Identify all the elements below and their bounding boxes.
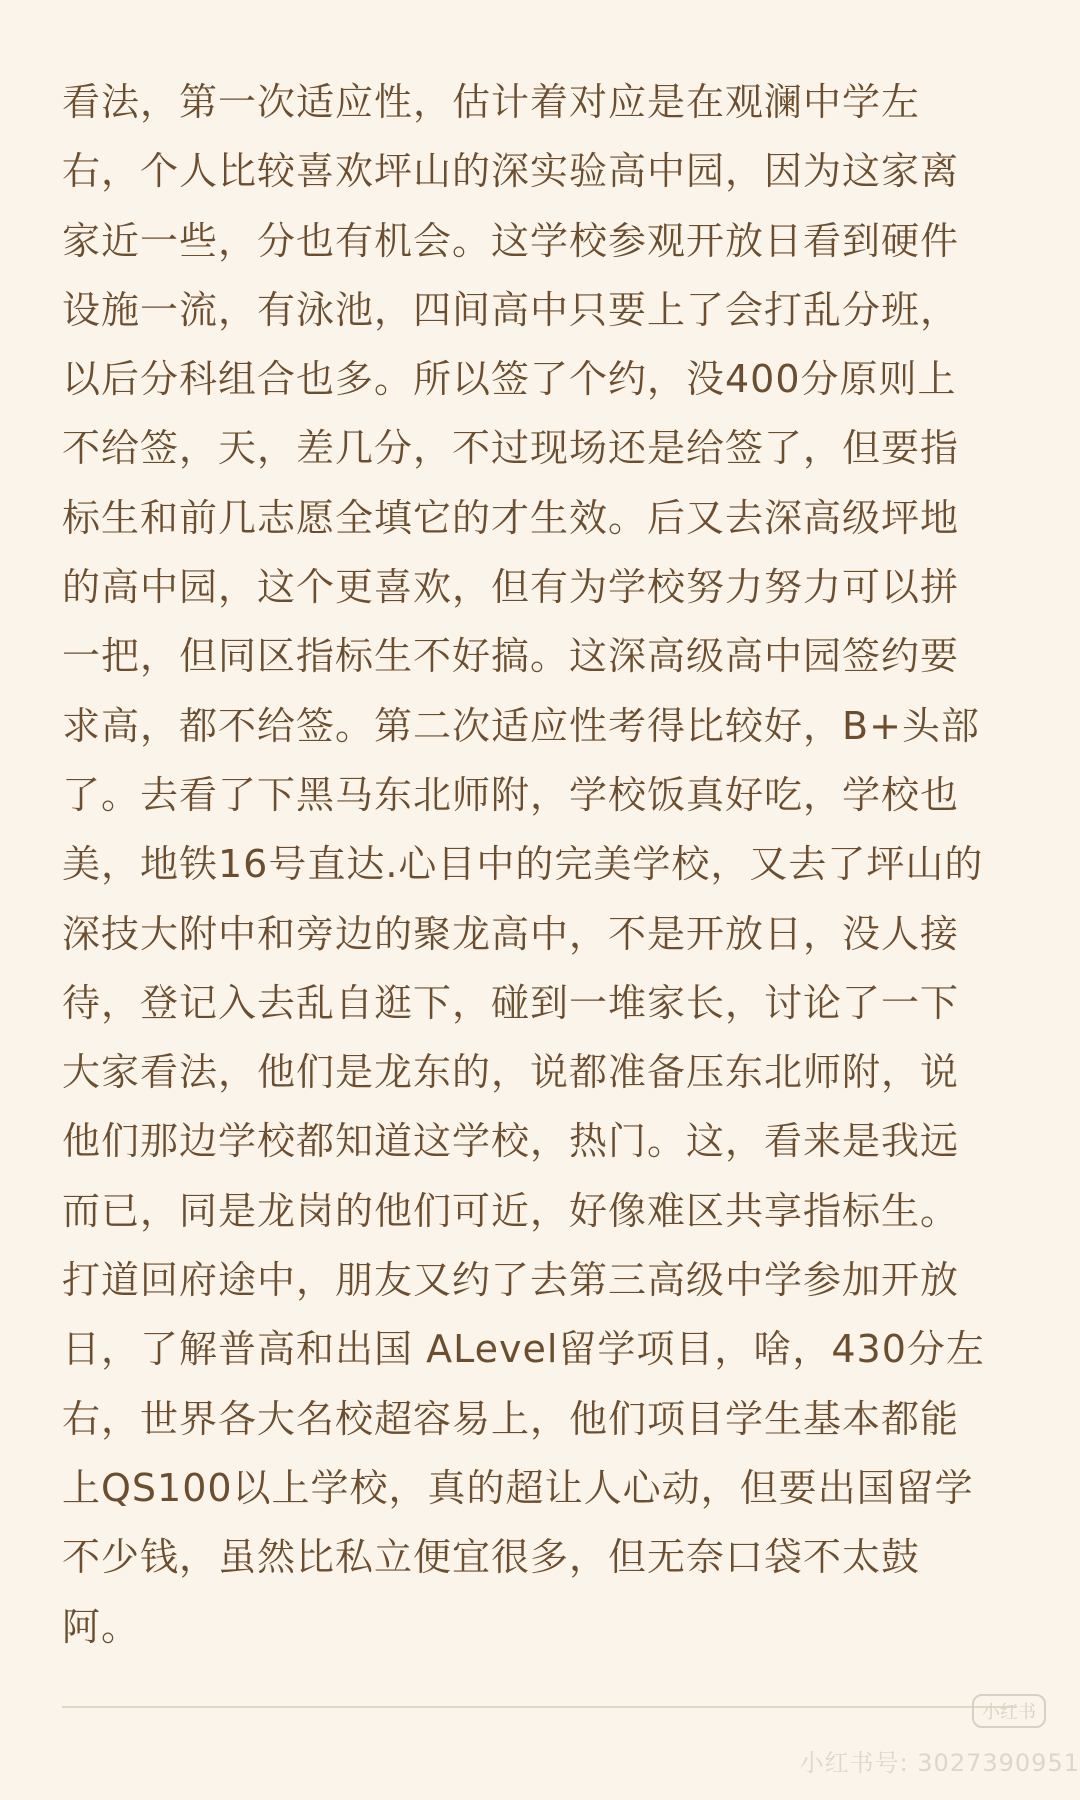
article-line: 了。去看了下黑马东北师附，学校饭真好吃，学校也: [62, 772, 960, 817]
article-line: 右，世界各大名校超容易上，他们项目学生基本都能: [62, 1396, 960, 1441]
article-line: 大家看法，他们是龙东的，说都准备压东北师附，说: [62, 1050, 960, 1095]
article-line: 而已，同是龙岗的他们可近，好像难区共享指标生。: [62, 1188, 960, 1233]
article-line: 阿。: [62, 1604, 141, 1649]
xiaohongshu-id-watermark: 小红书号: 3027390951: [799, 1749, 1080, 1777]
article-line: 标生和前几志愿全填它的才生效。后又去深高级坪地: [62, 495, 960, 540]
article-line: 深技大附中和旁边的聚龙高中，不是开放日，没人接: [62, 911, 960, 956]
article-line: 打道回府途中，朋友又约了去第三高级中学参加开放: [62, 1258, 960, 1303]
article-line: 一把，但同区指标生不好搞。这深高级高中园签约要: [62, 634, 960, 679]
xiaohongshu-logo-watermark: 小红书: [972, 1694, 1046, 1728]
article-line: 以后分科组合也多。所以签了个约，没400分原则上: [62, 357, 957, 402]
article-line: 求高，都不给签。第二次适应性考得比较好，B+头部: [62, 703, 980, 748]
article-line: 不给签，天，差几分，不过现场还是给签了，但要指: [62, 426, 960, 471]
article-line: 上QS100以上学校，真的超让人心动，但要出国留学: [62, 1465, 974, 1510]
article-line: 他们那边学校都知道这学校，热门。这，看来是我远: [62, 1119, 960, 1164]
article-line: 不少钱，虽然比私立便宜很多，但无奈口袋不太鼓: [62, 1535, 921, 1580]
article-line: 的高中园，这个更喜欢，但有为学校努力努力可以拼: [62, 565, 960, 610]
article-line: 待，登记入去乱自逛下，碰到一堆家长，讨论了一下: [62, 980, 960, 1025]
article-body: [62, 68, 1022, 1662]
article-line: 设施一流，有泳池，四间高中只要上了会打乱分班，: [62, 287, 960, 332]
article-line: 美，地铁16号直达.心目中的完美学校，又去了坪山的: [62, 842, 984, 887]
article-line: 看法，第一次适应性，估计着对应是在观澜中学左: [62, 80, 921, 124]
article-line: 家近一些，分也有机会。这学校参观开放日看到硬件: [62, 218, 960, 263]
footer-divider: [62, 1706, 1017, 1708]
article-line: 右，个人比较喜欢坪山的深实验高中园，因为这家离: [62, 149, 960, 194]
article-line: 日，了解普高和出国 ALevel留学项目，啥，430分左: [62, 1327, 985, 1372]
